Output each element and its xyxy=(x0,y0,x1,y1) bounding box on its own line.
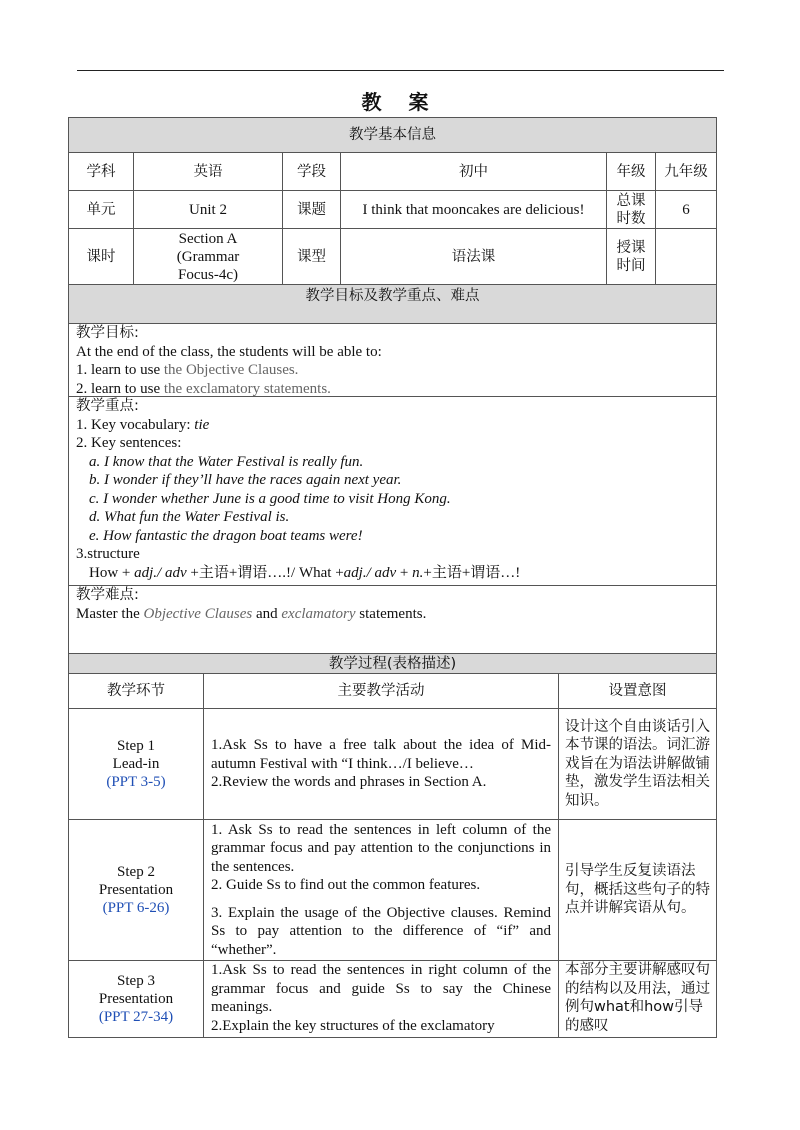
step-name: Step 2 xyxy=(117,864,155,880)
activity-cell xyxy=(204,820,559,960)
step-name: Step 1 xyxy=(117,738,155,754)
objective-2 xyxy=(76,380,716,399)
goals-header: 教学目标及教学重点、难点 xyxy=(69,285,716,323)
key-sentence-d: d. What fun the Water Festival is. xyxy=(89,509,290,525)
objective-1 xyxy=(76,361,716,380)
purpose-text: 引导学生反复读语法句，概括这些句子的特点并讲解宾语从句。 xyxy=(565,863,710,917)
objective-2-highlight: the exclamatory statements. xyxy=(163,380,331,397)
period-value: Section A (Grammar Focus-4c) xyxy=(134,229,283,284)
key-sentence xyxy=(76,508,716,527)
grade-value: 九年级 xyxy=(664,163,708,180)
objectives-block xyxy=(69,324,716,396)
step-row xyxy=(68,961,717,1038)
key-sentence xyxy=(76,490,716,509)
difficulty-part: statements. xyxy=(355,605,427,622)
step-stage: Presentation xyxy=(98,991,174,1007)
activity-item: 3. Explain the usage of the Objective clauses. Remind Ss to pay attention to the difference of “if” and “whether”. xyxy=(211,904,551,958)
key-sentence xyxy=(76,453,716,472)
key-sentences-label: 2. Key sentences: xyxy=(76,435,182,451)
key-sentence-c: c. I wonder whether June is a good time to visit Hong Kong. xyxy=(89,490,451,507)
difficulty-label: 教学难点: xyxy=(76,587,139,603)
activity-item: 2.Explain the key structures of the exclamatory xyxy=(211,1017,495,1034)
step-stage: Presentation xyxy=(98,882,174,898)
topic-label: 课题 xyxy=(283,191,341,228)
basic-row-1 xyxy=(68,153,717,191)
grade-label: 年级 xyxy=(607,153,656,190)
objectives-row xyxy=(68,324,717,397)
topic-value: I think that mooncakes are delicious! xyxy=(341,191,607,228)
page-title: 教 案 xyxy=(361,90,439,114)
step-row xyxy=(68,820,717,961)
class-time-label: 授课时间 xyxy=(607,229,656,284)
total-hours-label: 总课时数 xyxy=(607,191,656,228)
col-activity-header: 主要教学活动 xyxy=(204,674,559,708)
activity-text xyxy=(204,961,558,1035)
purpose-cell xyxy=(559,709,716,819)
key-sentence xyxy=(76,471,716,490)
step-cell xyxy=(69,820,204,960)
structure-label: 3.structure xyxy=(76,546,140,562)
objectives-label: 教学目标: xyxy=(76,325,139,341)
key-sentence xyxy=(76,527,716,546)
header-rule xyxy=(77,70,724,71)
activity-cell xyxy=(204,709,559,819)
process-columns-row xyxy=(68,674,717,709)
objective-2-text: 2. learn to use xyxy=(76,380,164,397)
stage-value: 初中 xyxy=(341,153,607,190)
subject-value: 英语 xyxy=(134,153,283,190)
activity-item: 2. Guide Ss to find out the common features. xyxy=(211,877,481,894)
structure-part: + xyxy=(396,564,413,581)
col-purpose-header: 设置意图 xyxy=(608,683,667,699)
key-sentence-a: a. I know that the Water Festival is really fun. xyxy=(89,453,364,470)
lesson-plan-table xyxy=(68,117,717,1038)
structure-part: How + xyxy=(89,564,135,581)
purpose-cell xyxy=(559,961,716,1037)
activity-item: 2.Review the words and phrases in Section A. xyxy=(211,774,487,791)
structure-part: n. xyxy=(412,564,424,581)
key-vocabulary-word: tie xyxy=(194,416,210,433)
process-header: 教学过程(表格描述) xyxy=(69,654,716,673)
class-time-value xyxy=(656,229,716,284)
objectives-intro: At the end of the class, the students will be able to: xyxy=(76,343,382,360)
step-row xyxy=(68,709,717,820)
structure-part: adj./ adv xyxy=(343,564,397,581)
difficulty-part: exclamatory xyxy=(281,605,356,622)
step-stage: Lead-in xyxy=(112,756,160,772)
difficulty-part: and xyxy=(252,605,282,622)
key-points-row xyxy=(68,397,717,586)
unit-label: 单元 xyxy=(69,191,134,228)
step-ppt: (PPT 3-5) xyxy=(106,774,166,790)
step-cell xyxy=(69,709,204,819)
structure-part: adj./ adv xyxy=(134,564,187,581)
activity-text xyxy=(204,736,558,792)
objective-1-highlight: the Objective Clauses. xyxy=(163,362,299,378)
goals-header-row xyxy=(68,285,717,324)
difficulty-part: Objective Clauses xyxy=(143,605,253,622)
basic-info-header: 教学基本信息 xyxy=(69,118,716,152)
basic-info-header-row xyxy=(68,117,717,153)
activity-text xyxy=(204,821,558,960)
activity-item: 1.Ask Ss to read the sentences in right column of the grammar focus and guide Ss to say the Chinese meanings. xyxy=(211,962,551,1015)
structure-part: +主语+谓语…! xyxy=(423,564,521,581)
difficulty-block xyxy=(69,586,716,653)
step-ppt: (PPT 6-26) xyxy=(102,900,170,916)
difficulty-text xyxy=(76,605,716,624)
purpose-text: 设计这个自由谈话引入本节课的语法。词汇游戏旨在为语法讲解做铺垫，激发学生语法相关知识。 xyxy=(565,718,710,809)
objective-1-text: 1. learn to use xyxy=(76,362,164,378)
key-vocabulary-text: 1. Key vocabulary: xyxy=(76,416,195,433)
key-points-label: 教学重点: xyxy=(76,398,139,414)
structure-formula xyxy=(76,564,716,583)
purpose-cell xyxy=(559,820,716,960)
step-cell xyxy=(69,961,204,1037)
type-label: 课型 xyxy=(283,229,341,284)
step-name: Step 3 xyxy=(117,973,155,989)
activity-item: 1. Ask Ss to read the sentences in left column of the grammar focus and pay attention to the conjunctions in the sentences. xyxy=(211,821,551,875)
period-label: 课时 xyxy=(69,229,134,284)
subject-label: 学科 xyxy=(69,153,134,190)
unit-value: Unit 2 xyxy=(134,191,283,228)
key-points-block xyxy=(69,397,716,585)
col-step-header: 教学环节 xyxy=(69,674,204,708)
activity-cell xyxy=(204,961,559,1037)
purpose-text: 本部分主要讲解感叹句的结构以及用法，通过例句what和how引导的感叹 xyxy=(565,962,710,1034)
stage-label: 学段 xyxy=(283,153,341,190)
difficulty-row xyxy=(68,586,717,654)
activity-item: 1.Ask Ss to have a free talk about the idea of Mid-autumn Festival with “I think…/I believe… xyxy=(211,737,551,772)
key-vocabulary xyxy=(76,416,716,435)
total-hours-value: 6 xyxy=(682,201,690,218)
difficulty-part: Master the xyxy=(76,605,144,622)
key-sentence-b: b. I wonder if they’ll have the races again next year. xyxy=(89,472,402,488)
process-header-row xyxy=(68,654,717,674)
type-value: 语法课 xyxy=(341,229,607,284)
key-sentence-e: e. How fantastic the dragon boat teams were! xyxy=(89,527,363,544)
structure-part: +主语+谓语….!/ What + xyxy=(186,564,344,581)
basic-row-2 xyxy=(68,191,717,229)
step-ppt: (PPT 27-34) xyxy=(98,1009,174,1025)
basic-row-3 xyxy=(68,229,717,285)
